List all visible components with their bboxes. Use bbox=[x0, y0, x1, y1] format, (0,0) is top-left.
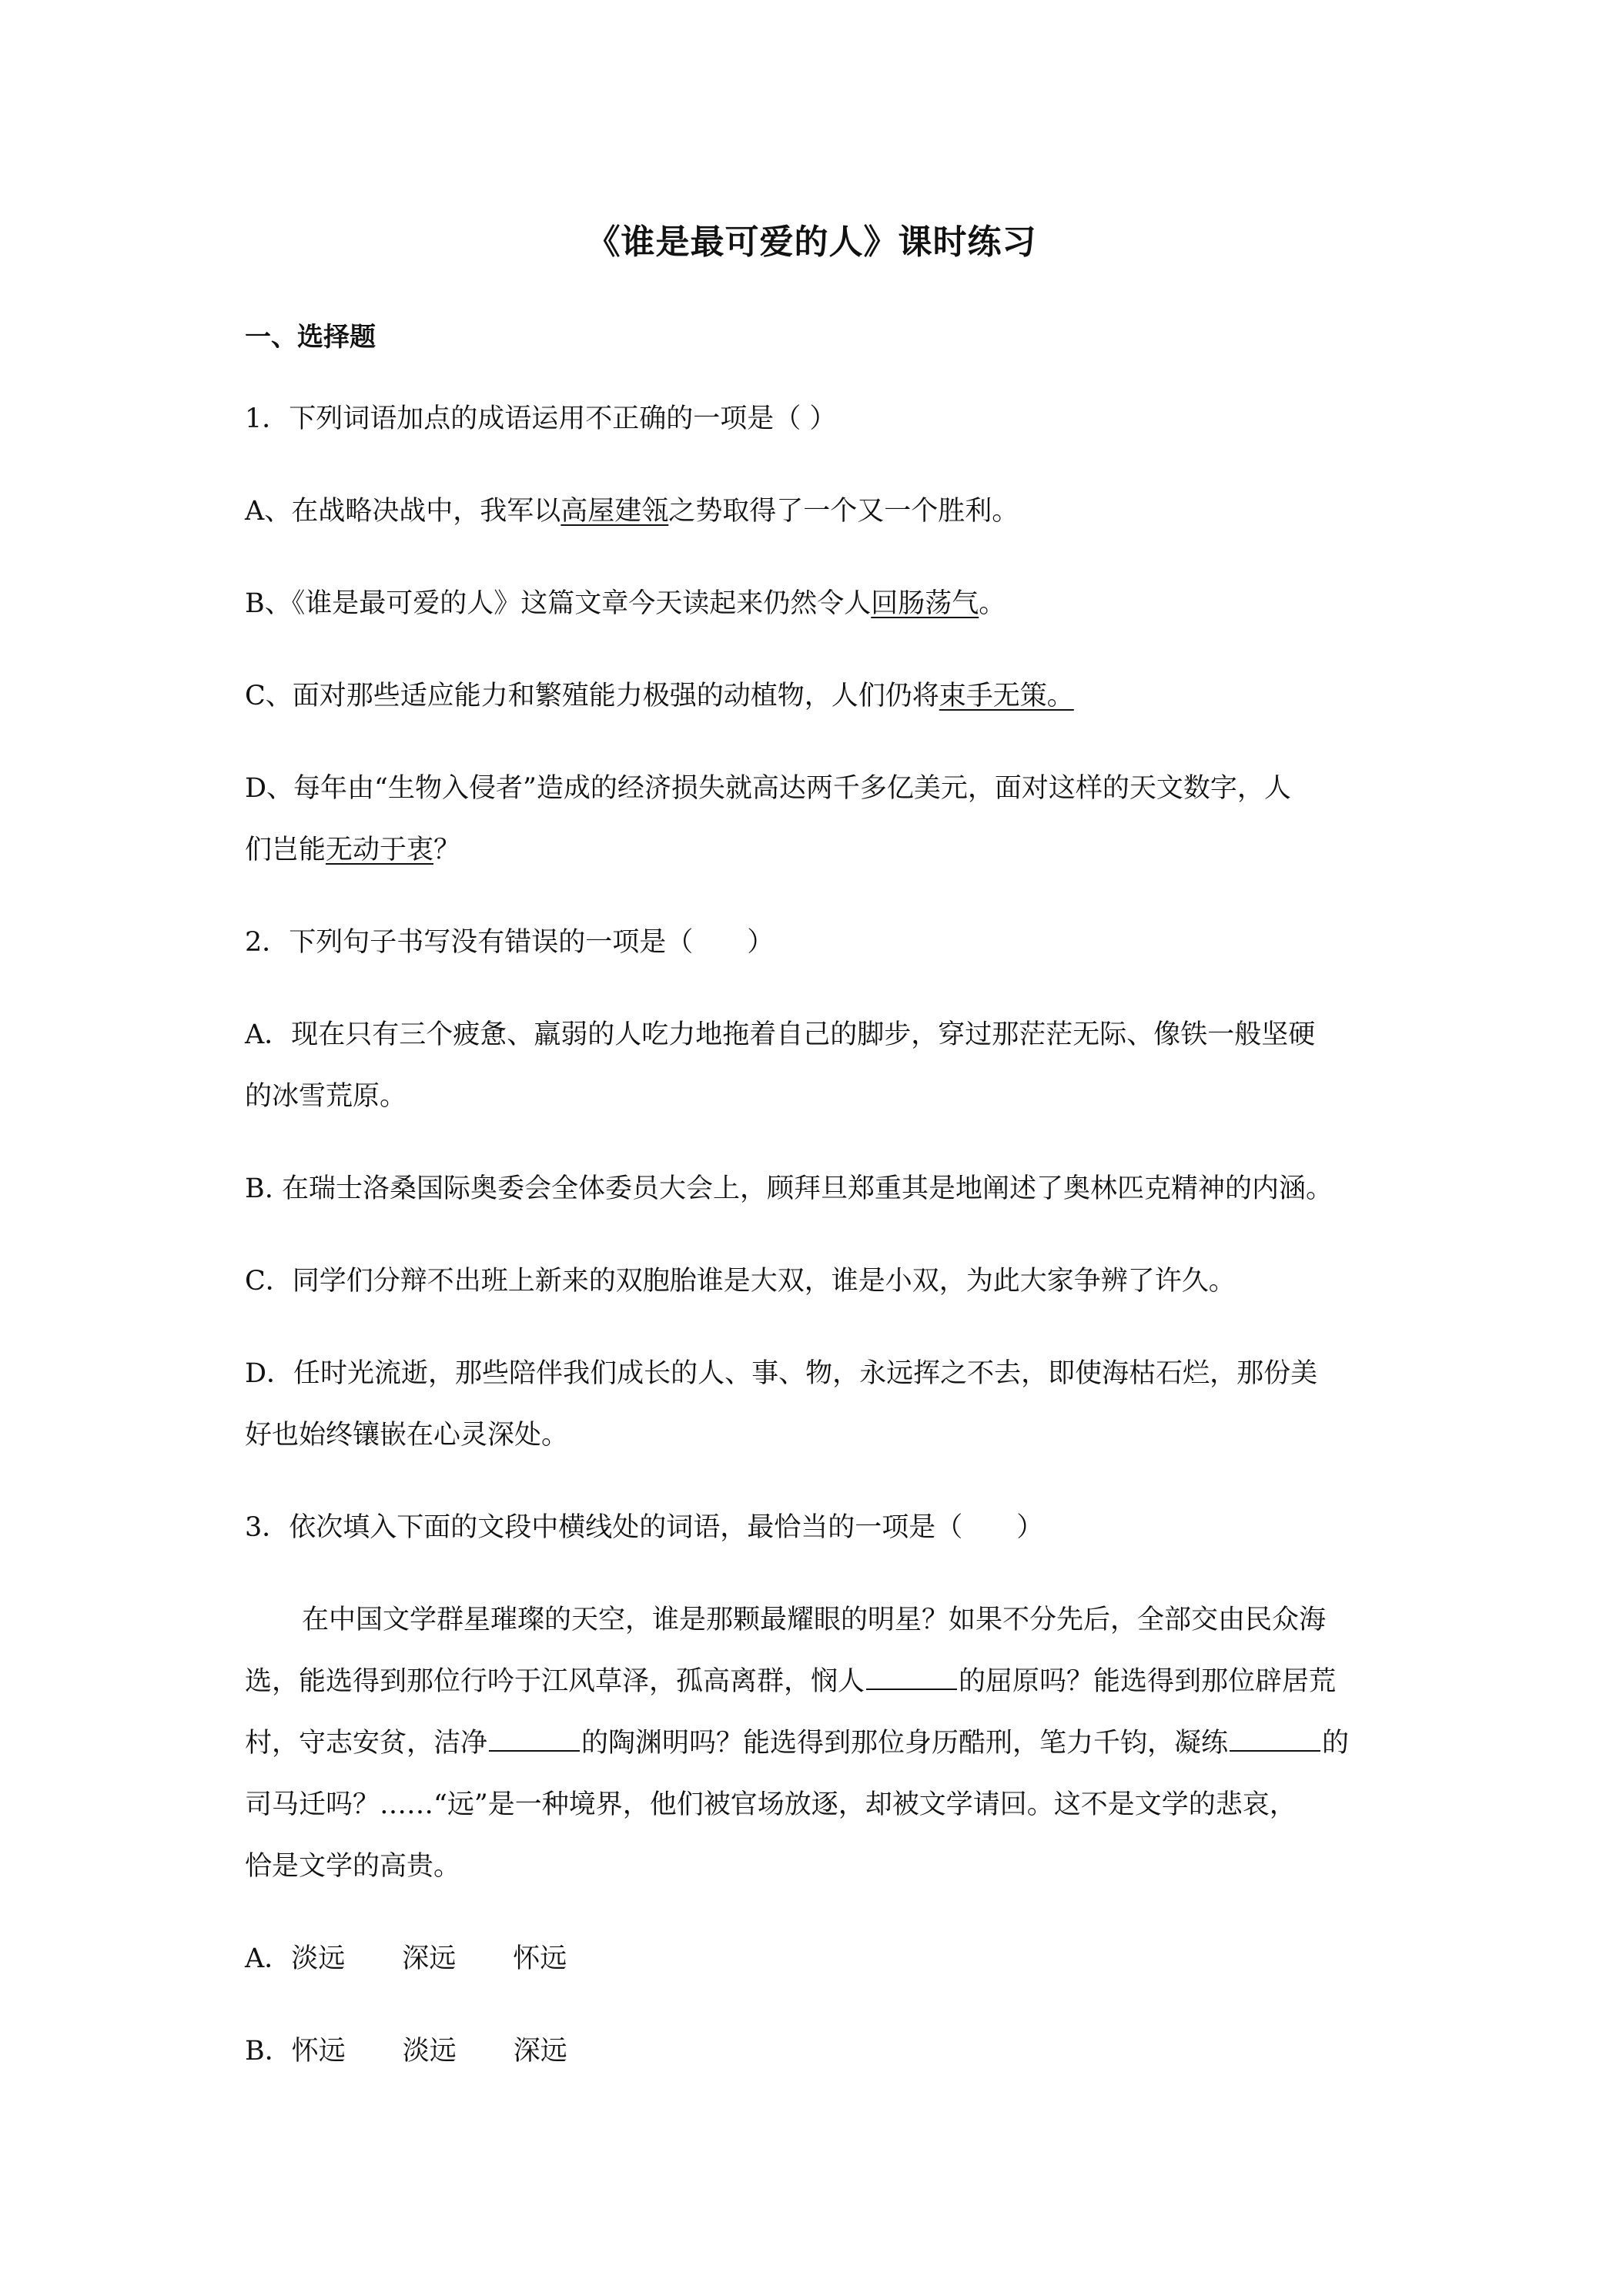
q2-option-d-line1: D．任时光流逝，那些陪伴我们成长的人、事、物，永远挥之不去，即使海枯石烂，那份美 bbox=[245, 1358, 1318, 1389]
q3-a-word2: 深远 bbox=[402, 1943, 457, 1974]
section-heading: 一、选择题 bbox=[245, 322, 376, 353]
q1-option-d-line1: D、每年由“生物入侵者”造成的经济损失就高达两千多亿美元，面对这样的天文数字，人 bbox=[245, 773, 1291, 804]
q2-stem: 2．下列句子书写没有错误的一项是（ ） bbox=[245, 927, 775, 958]
q3-a-word1: A．淡远 bbox=[245, 1943, 346, 1974]
q3-passage-line3 bbox=[245, 1726, 1349, 1760]
q2-option-b: B. 在瑞士洛桑国际奥委会全体委员大会上，顾拜旦郑重其是地阐述了奥林匹克精神的内涵。 bbox=[245, 1173, 1333, 1204]
q3-a-word3: 怀远 bbox=[513, 1943, 567, 1974]
q2-option-a-line2: 的冰雪荒原。 bbox=[245, 1081, 407, 1112]
q1-stem: 1．下列词语加点的成语运用不正确的一项是（ ） bbox=[245, 403, 837, 434]
q3-passage-line4: 司马迁吗？……“远”是一种境界，他们被官场放逐，却被文学请回。这不是文学的悲哀， bbox=[245, 1789, 1297, 1820]
q2-option-c: C．同学们分辩不出班上新来的双胞胎谁是大双，谁是小双，为此大家争辨了许久。 bbox=[245, 1266, 1236, 1297]
document-title: 《谁是最可爱的人》课时练习 bbox=[586, 223, 1037, 262]
q1-d-idiom: 无动于衷 bbox=[326, 835, 434, 865]
q1-a-text-end: 之势取得了一个又一个胜利。 bbox=[668, 496, 1019, 527]
q1-option-b bbox=[245, 587, 1006, 621]
q1-b-idiom: 回肠荡气 bbox=[871, 588, 979, 619]
q1-c-text: C、面对那些适应能力和繁殖能力极强的动植物，人们仍将 bbox=[245, 681, 939, 711]
q3-passage-line5: 恰是文学的高贵。 bbox=[245, 1851, 461, 1882]
q3-p3-text-end: 的 bbox=[1322, 1728, 1350, 1759]
q1-option-a bbox=[245, 494, 1019, 528]
q1-d-text: 们岂能 bbox=[245, 835, 326, 865]
q1-c-idiom: 束手无策。 bbox=[939, 681, 1074, 711]
q3-b-word2: 淡远 bbox=[402, 2036, 457, 2067]
q3-p3-text: 村，守志安贫，洁净 bbox=[245, 1728, 488, 1759]
q1-option-d-line2 bbox=[245, 833, 460, 867]
q3-p2-text-end: 的屈原吗？能选得到那位辟居荒 bbox=[959, 1666, 1337, 1697]
q3-b-word1: B．怀远 bbox=[245, 2036, 346, 2067]
q2-option-a-line1: A．现在只有三个疲惫、羸弱的人吃力地拖着自己的脚步，穿过那茫茫无际、像铁一般坚硬 bbox=[245, 1019, 1316, 1050]
q3-p3-text-mid: 的陶渊明吗？能选得到那位身历酷刑，笔力千钧，凝练 bbox=[581, 1728, 1229, 1759]
q3-option-b bbox=[245, 2034, 624, 2068]
q1-a-text: A、在战略决战中，我军以 bbox=[245, 496, 561, 527]
q1-option-c bbox=[245, 679, 1074, 713]
q3-b-word3: 深远 bbox=[513, 2036, 567, 2067]
q3-stem: 3．依次填入下面的文段中横线处的词语，最恰当的一项是（ ） bbox=[245, 1512, 1044, 1543]
q2-option-d-line2: 好也始终镶嵌在心灵深处。 bbox=[245, 1420, 569, 1451]
q3-option-a bbox=[245, 1942, 624, 1976]
q1-b-text-end: 。 bbox=[979, 588, 1006, 619]
q3-p2-text: 选，能选得到那位行吟于江风草泽，孤高离群，悯人 bbox=[245, 1666, 865, 1697]
q1-d-text-end: ？ bbox=[433, 835, 461, 865]
fill-blank-2 bbox=[489, 1727, 580, 1752]
q1-b-text: B、《谁是最可爱的人》这篇文章今天读起来仍然令人 bbox=[245, 588, 872, 619]
q1-a-idiom: 高屋建瓴 bbox=[561, 496, 669, 527]
q3-passage-line2 bbox=[245, 1665, 1336, 1699]
fill-blank-1 bbox=[866, 1665, 957, 1690]
q3-passage-line1: 在中国文学群星璀璨的天空，谁是那颗最耀眼的明星？如果不分先后，全部交由民众海 bbox=[302, 1605, 1327, 1635]
fill-blank-3 bbox=[1230, 1727, 1320, 1752]
